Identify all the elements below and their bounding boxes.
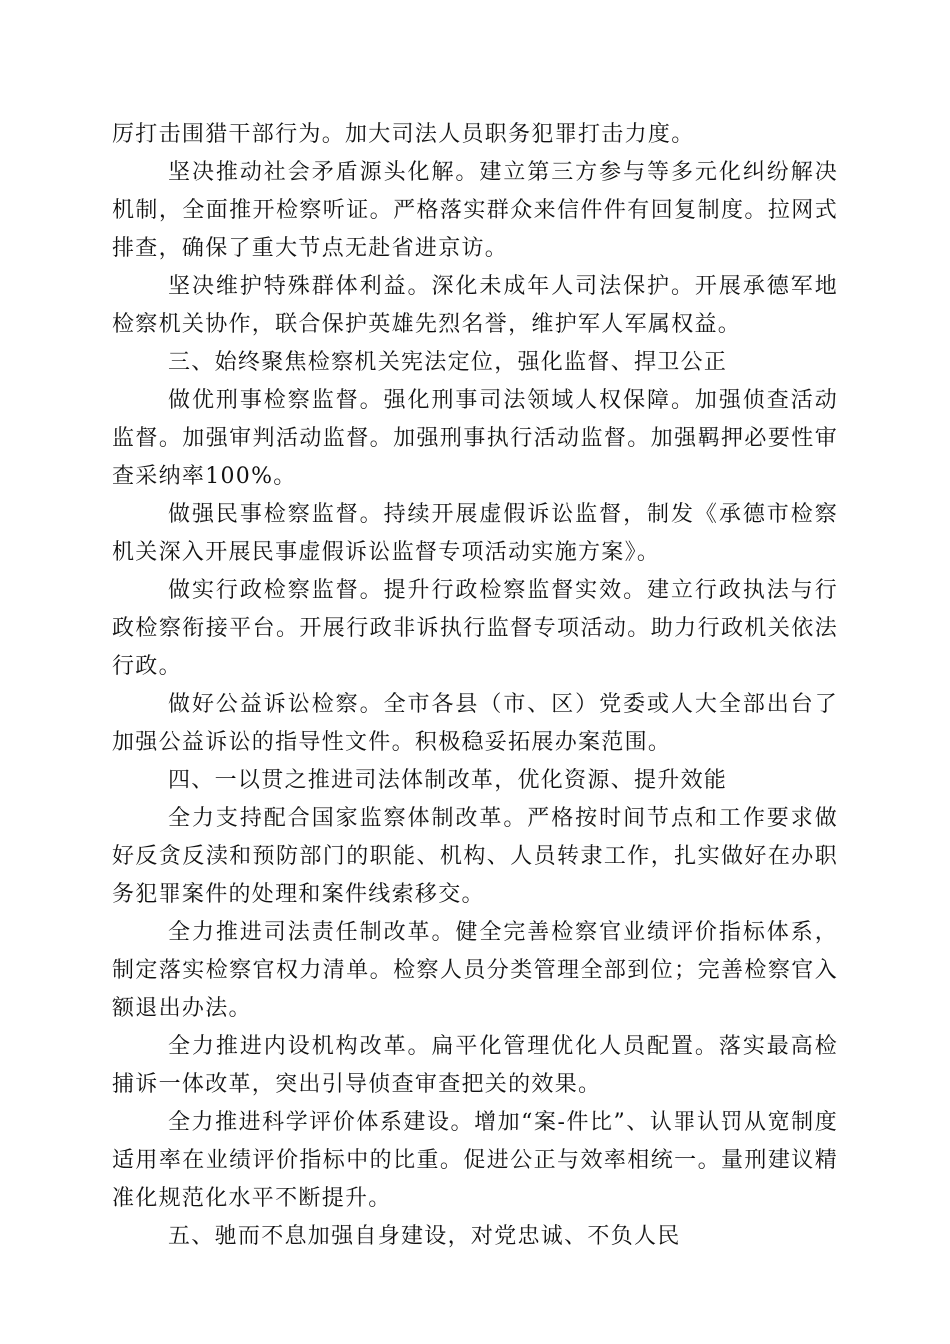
paragraph-internal-structure: 全力推进内设机构改革。扁平化管理优化人员配置。落实最高检捕诉一体改革，突出引导侦查审查把关的效果。: [112, 1034, 838, 1097]
section-heading-5: 五、驰而不息加强自身建设，对党忠诚、不负人民: [168, 1224, 681, 1249]
paragraph-public-interest: 做好公益诉讼检察。全市各县（市、区）党委或人大全部出台了加强公益诉讼的指导性文件。积极稳妥拓展办案范围。: [112, 692, 838, 755]
paragraph-dispute-resolution: 坚决推动社会矛盾源头化解。建立第三方参与等多元化纠纷解决机制，全面推开检察听证。严格落实群众来信件件有回复制度。拉网式排查，确保了重大节点无赴省进京访。: [112, 160, 838, 261]
paragraph-special-groups: 坚决维护特殊群体利益。深化未成年人司法保护。开展承德军地检察机关协作，联合保护英雄先烈名誉，维护军人军属权益。: [112, 274, 838, 337]
paragraph-criminal-supervision: 做优刑事检察监督。强化刑事司法领域人权保障。加强侦查活动监督。加强审判活动监督。加强刑事执行活动监督。加强羁押必要性审查采纳率100%。: [112, 388, 838, 489]
paragraph-supervision-reform: 全力支持配合国家监察体制改革。严格按时间节点和工作要求做好反贪反渎和预防部门的职能、机构、人员转隶工作，扎实做好在办职务犯罪案件的处理和案件线索移交。: [112, 806, 838, 907]
section-heading-3: 三、始终聚焦检察机关宪法定位，强化监督、捍卫公正: [168, 350, 728, 375]
paragraph-administrative-supervision: 做实行政检察监督。提升行政检察监督实效。建立行政执法与行政检察衔接平台。开展行政非诉执行监督专项活动。助力行政机关依法行政。: [112, 578, 838, 679]
paragraph-civil-supervision: 做强民事检察监督。持续开展虚假诉讼监督，制发《承德市检察机关深入开展民事虚假诉讼监督专项活动实施方案》。: [112, 502, 838, 565]
section-heading-4: 四、一以贯之推进司法体制改革，优化资源、提升效能: [168, 768, 728, 793]
paragraph-continuation: 厉打击围猎干部行为。加大司法人员职务犯罪打击力度。: [112, 122, 695, 147]
document-body: [112, 116, 838, 1256]
paragraph-judicial-responsibility: 全力推进司法责任制改革。健全完善检察官业绩评价指标体系，制定落实检察官权力清单。检察人员分类管理全部到位；完善检察官入额退出办法。: [112, 920, 838, 1021]
paragraph-evaluation-system: 全力推进科学评价体系建设。增加“案-件比”、认罪认罚从宽制度适用率在业绩评价指标中的比重。促进公正与效率相统一。量刑建议精准化规范化水平不断提升。: [112, 1110, 838, 1211]
